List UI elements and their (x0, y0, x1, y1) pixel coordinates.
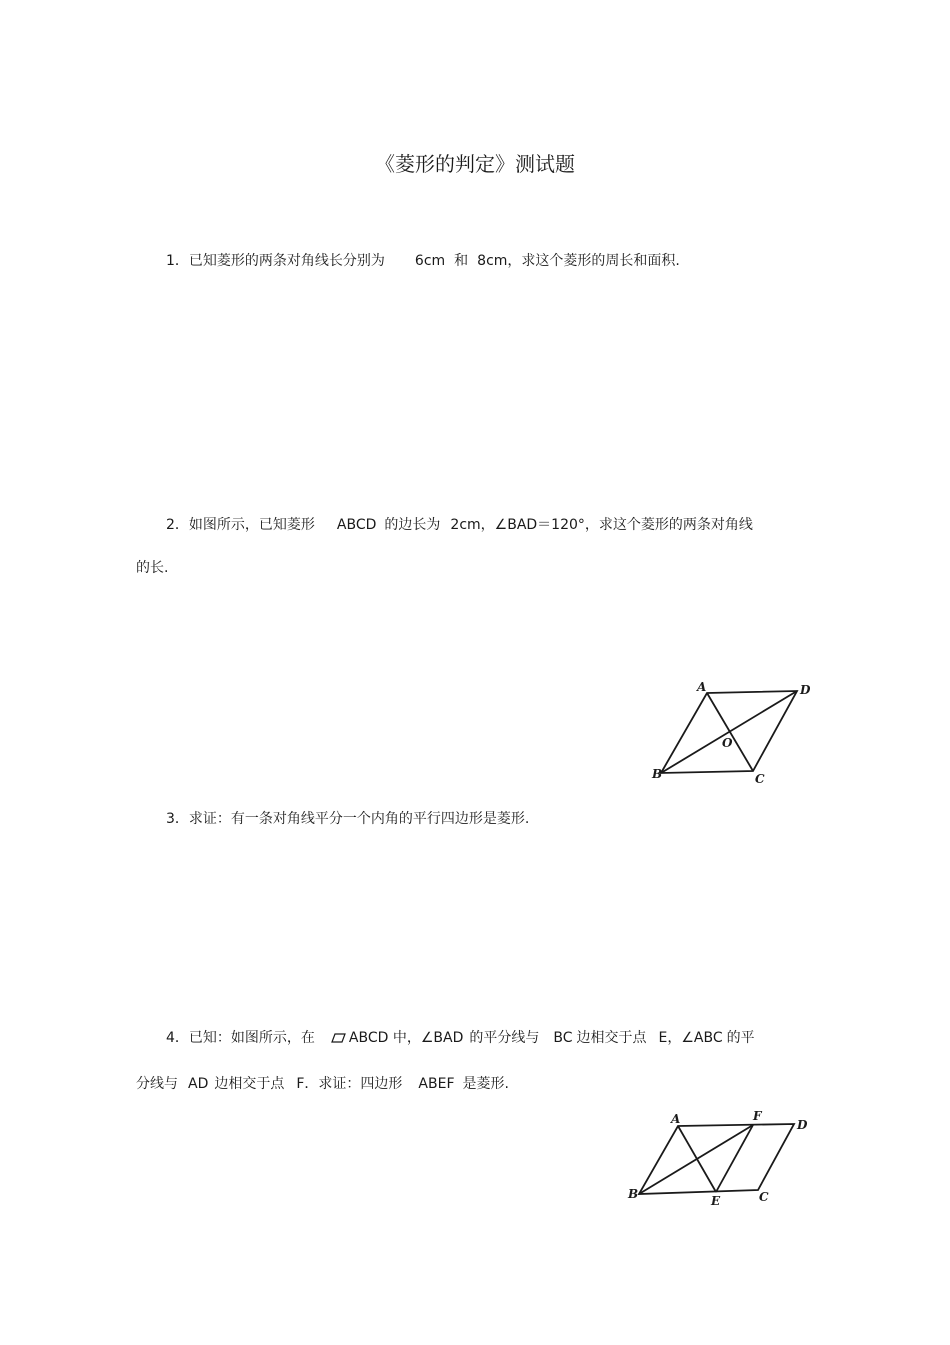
question-text: ，求这个菱形的周长和面积. (507, 253, 680, 269)
diagonal-bd (661, 691, 797, 773)
label-d: D (800, 683, 811, 697)
segment-bf (639, 1125, 753, 1194)
question-text: ，求这个菱形的两条对角线 (584, 517, 753, 533)
question-text: 如图所示，已知菱形 (188, 517, 315, 533)
question-text: 的平 (726, 1030, 755, 1046)
question-2-continued: 的长. (136, 560, 169, 576)
label-b: B (628, 1187, 639, 1201)
question-number: 3． (166, 811, 189, 827)
page-title: 《菱形的判定》测试题 (375, 152, 575, 176)
question-text: 分线与 (136, 1076, 178, 1092)
label-f: F (753, 1109, 762, 1123)
parallelogram-outline (639, 1124, 794, 1194)
question-number: 2． (166, 517, 189, 533)
parallelogram-figure (622, 1108, 822, 1208)
question-text: 边相交于点 (576, 1030, 647, 1046)
label-d: D (797, 1118, 808, 1132)
question-number: 4． (166, 1030, 189, 1046)
question-value: E，∠ABC (658, 1030, 723, 1046)
question-value: ABCD (336, 517, 377, 533)
question-4-continued (136, 1073, 509, 1093)
label-e: E (711, 1194, 721, 1208)
question-value: F．求证：四边形 (296, 1076, 403, 1092)
question-4 (166, 1027, 755, 1047)
question-text: 和 (454, 253, 469, 269)
label-c: C (759, 1190, 769, 1204)
question-text: 求证：有一条对角线平分一个内角的平行四边形是菱形. (188, 811, 530, 827)
question-text: 是菱形. (462, 1076, 509, 1092)
question-value: AD (188, 1076, 209, 1092)
question-3 (166, 808, 529, 828)
question-text: 的平分线与 (469, 1030, 540, 1046)
rhombus-figure (645, 678, 820, 788)
parallelogram-icon (331, 1033, 346, 1043)
label-a: A (671, 1112, 681, 1126)
label-c: C (755, 772, 765, 786)
label-a: A (697, 680, 707, 694)
segment-ef (716, 1125, 753, 1192)
label-o: O (722, 736, 733, 750)
question-text: 已知：如图所示，在 (188, 1030, 315, 1046)
question-value: ABCD 中，∠BAD (348, 1030, 464, 1046)
question-2 (166, 514, 753, 534)
question-text: 的边长为 (384, 517, 441, 533)
question-1 (166, 250, 680, 270)
question-value: 2cm，∠BAD＝120° (450, 517, 585, 533)
label-b: B (652, 767, 663, 781)
question-text: 已知菱形的两条对角线长分别为 (188, 253, 385, 269)
question-text: 边相交于点 (214, 1076, 285, 1092)
question-value: BC (553, 1030, 573, 1046)
question-value: 8cm (477, 253, 508, 269)
question-value: ABEF (418, 1076, 455, 1092)
question-value: 6cm (414, 253, 446, 269)
question-number: 1． (166, 253, 189, 269)
